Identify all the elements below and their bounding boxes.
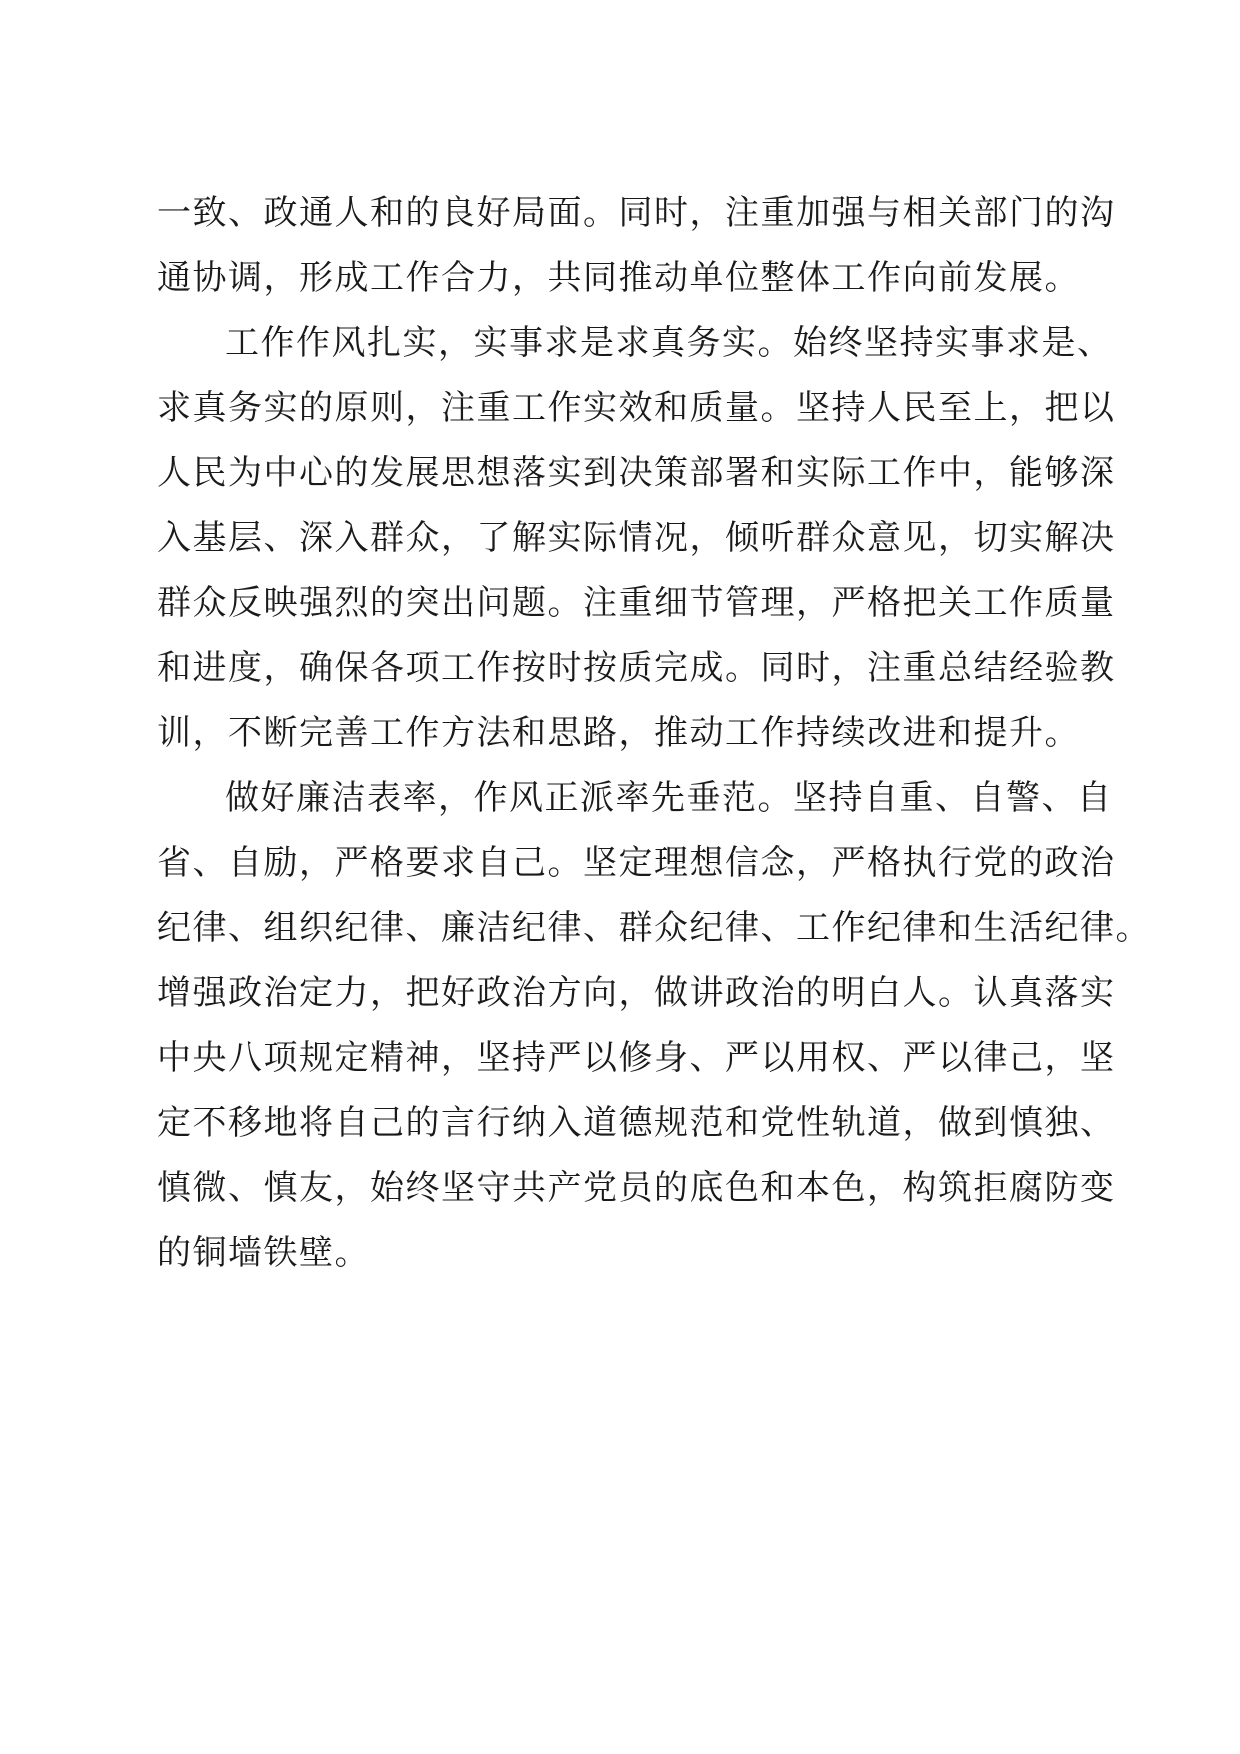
text-line: 一致、政通人和的良好局面。同时，注重加强与相关部门的沟 [157, 193, 1116, 233]
document-body [157, 181, 1151, 1286]
text-line: 省、自励，严格要求自己。坚定理想信念，严格执行党的政治 [157, 843, 1116, 883]
text-line: 入基层、深入群众，了解实际情况，倾听群众意见，切实解决 [157, 518, 1116, 558]
text-line: 慎微、慎友，始终坚守共产党员的底色和本色，构筑拒腐防变 [157, 1168, 1116, 1208]
text-line: 群众反映强烈的突出问题。注重细节管理，严格把关工作质量 [157, 583, 1116, 623]
text-line: 工作作风扎实，实事求是求真务实。始终坚持实事求是、 [225, 323, 1113, 363]
text-line: 人民为中心的发展思想落实到决策部署和实际工作中，能够深 [157, 453, 1116, 493]
text-line: 求真务实的原则，注重工作实效和质量。坚持人民至上，把以 [157, 388, 1116, 428]
text-line: 和进度，确保各项工作按时按质完成。同时，注重总结经验教 [157, 648, 1116, 688]
text-line: 增强政治定力，把好政治方向，做讲政治的明白人。认真落实 [157, 973, 1116, 1013]
text-line: 训，不断完善工作方法和思路，推动工作持续改进和提升。 [157, 713, 1080, 753]
text-line: 做好廉洁表率，作风正派率先垂范。坚持自重、自警、自 [225, 778, 1113, 818]
text-line: 纪律、组织纪律、廉洁纪律、群众纪律、工作纪律和生活纪律。 [157, 908, 1151, 948]
paragraph-integrity [157, 766, 1151, 1286]
text-line: 通协调，形成工作合力，共同推动单位整体工作向前发展。 [157, 258, 1080, 298]
text-line: 定不移地将自己的言行纳入道德规范和党性轨道，做到慎独、 [157, 1103, 1116, 1143]
paragraph-work-style [157, 311, 1116, 766]
text-line: 中央八项规定精神，坚持严以修身、严以用权、严以律己，坚 [157, 1038, 1116, 1078]
text-line: 的铜墙铁壁。 [157, 1233, 370, 1273]
paragraph-unity [157, 181, 1116, 311]
